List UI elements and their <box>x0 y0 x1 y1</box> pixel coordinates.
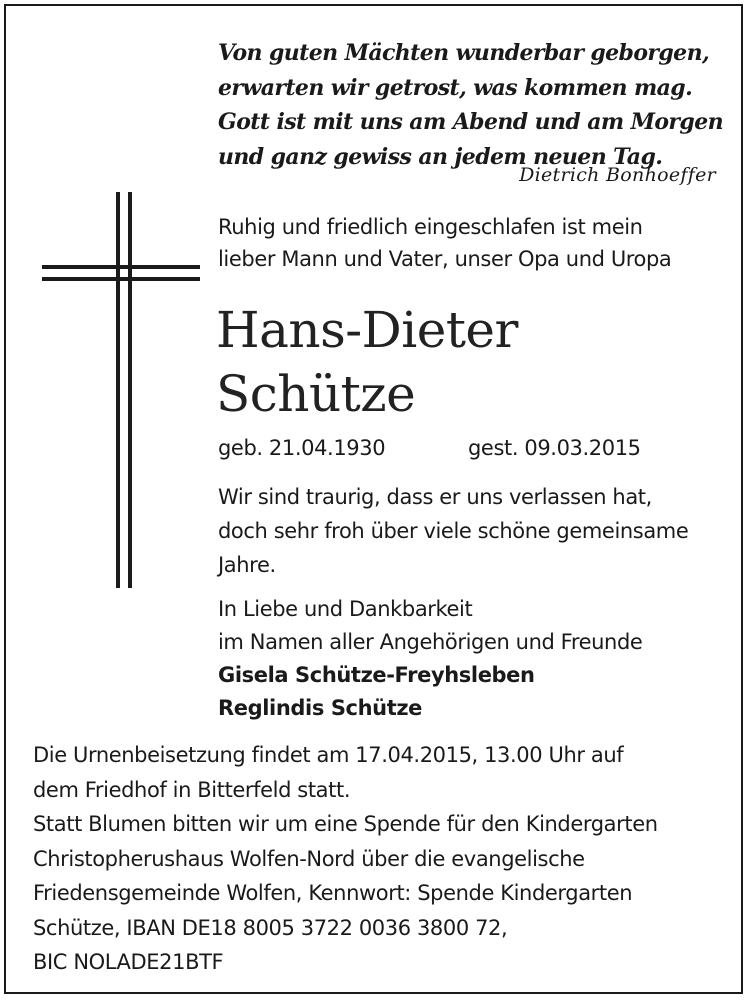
quote-line: Von guten Mächten wunderbar geborgen, <box>218 40 710 66</box>
footer-line: Die Urnenbeisetzung findet am 17.04.2015, 13.00 Uhr auf <box>33 743 624 767</box>
mourner-name: Gisela Schütze-Freyhsleben <box>218 663 535 687</box>
footer-line: Schütze, IBAN DE18 8005 3722 0036 3800 72, <box>33 915 508 940</box>
deceased-first-name: Hans-Dieter <box>216 301 518 359</box>
mourner-name: Reglindis Schütze <box>218 696 423 720</box>
quote-line: erwarten wir getrost, was kommen mag. <box>218 74 693 101</box>
signoff <box>218 593 642 725</box>
deceased-name <box>216 298 518 426</box>
death-date: gest. 09.03.2015 <box>468 436 641 460</box>
sentiment-line: Jahre. <box>218 553 276 577</box>
birth-date: geb. 21.04.1930 <box>218 436 386 460</box>
signoff-line: im Namen aller Angehörigen und Freunde <box>218 630 643 654</box>
funeral-details <box>33 738 658 980</box>
intro-line: lieber Mann und Vater, unser Opa und Uropa <box>218 247 672 271</box>
footer-line: Statt Blumen bitten wir um eine Spende für den Kindergarten <box>33 812 658 836</box>
quote-line: Gott ist mit uns am Abend und am Morgen <box>218 109 723 135</box>
footer-line: Friedensgemeinde Wolfen, Kennwort: Spende Kindergarten <box>33 881 633 905</box>
sentiment-text <box>218 480 688 582</box>
deceased-last-name: Schütze <box>216 365 416 423</box>
footer-line: BIC NOLADE21BTF <box>33 950 224 974</box>
intro-text <box>218 211 671 275</box>
cross-vertical-beam <box>116 192 132 588</box>
sentiment-line: Wir sind traurig, dass er uns verlassen hat, <box>218 485 652 509</box>
footer-line: Christopherushaus Wolfen-Nord über die evangelische <box>33 846 585 871</box>
signoff-line: In Liebe und Dankbarkeit <box>218 597 473 621</box>
intro-line: Ruhig und friedlich eingeschlafen ist mein <box>218 215 643 239</box>
cross-horizontal-beam <box>42 265 200 281</box>
footer-line: dem Friedhof in Bitterfeld statt. <box>33 777 351 802</box>
bible-quote <box>218 36 728 174</box>
quote-author: Dietrich Bonhoeffer <box>519 164 716 186</box>
sentiment-line: doch sehr froh über viele schöne gemeinsame <box>218 519 689 543</box>
quote-line: und ganz gewiss an jedem neuen Tag. <box>218 143 663 170</box>
